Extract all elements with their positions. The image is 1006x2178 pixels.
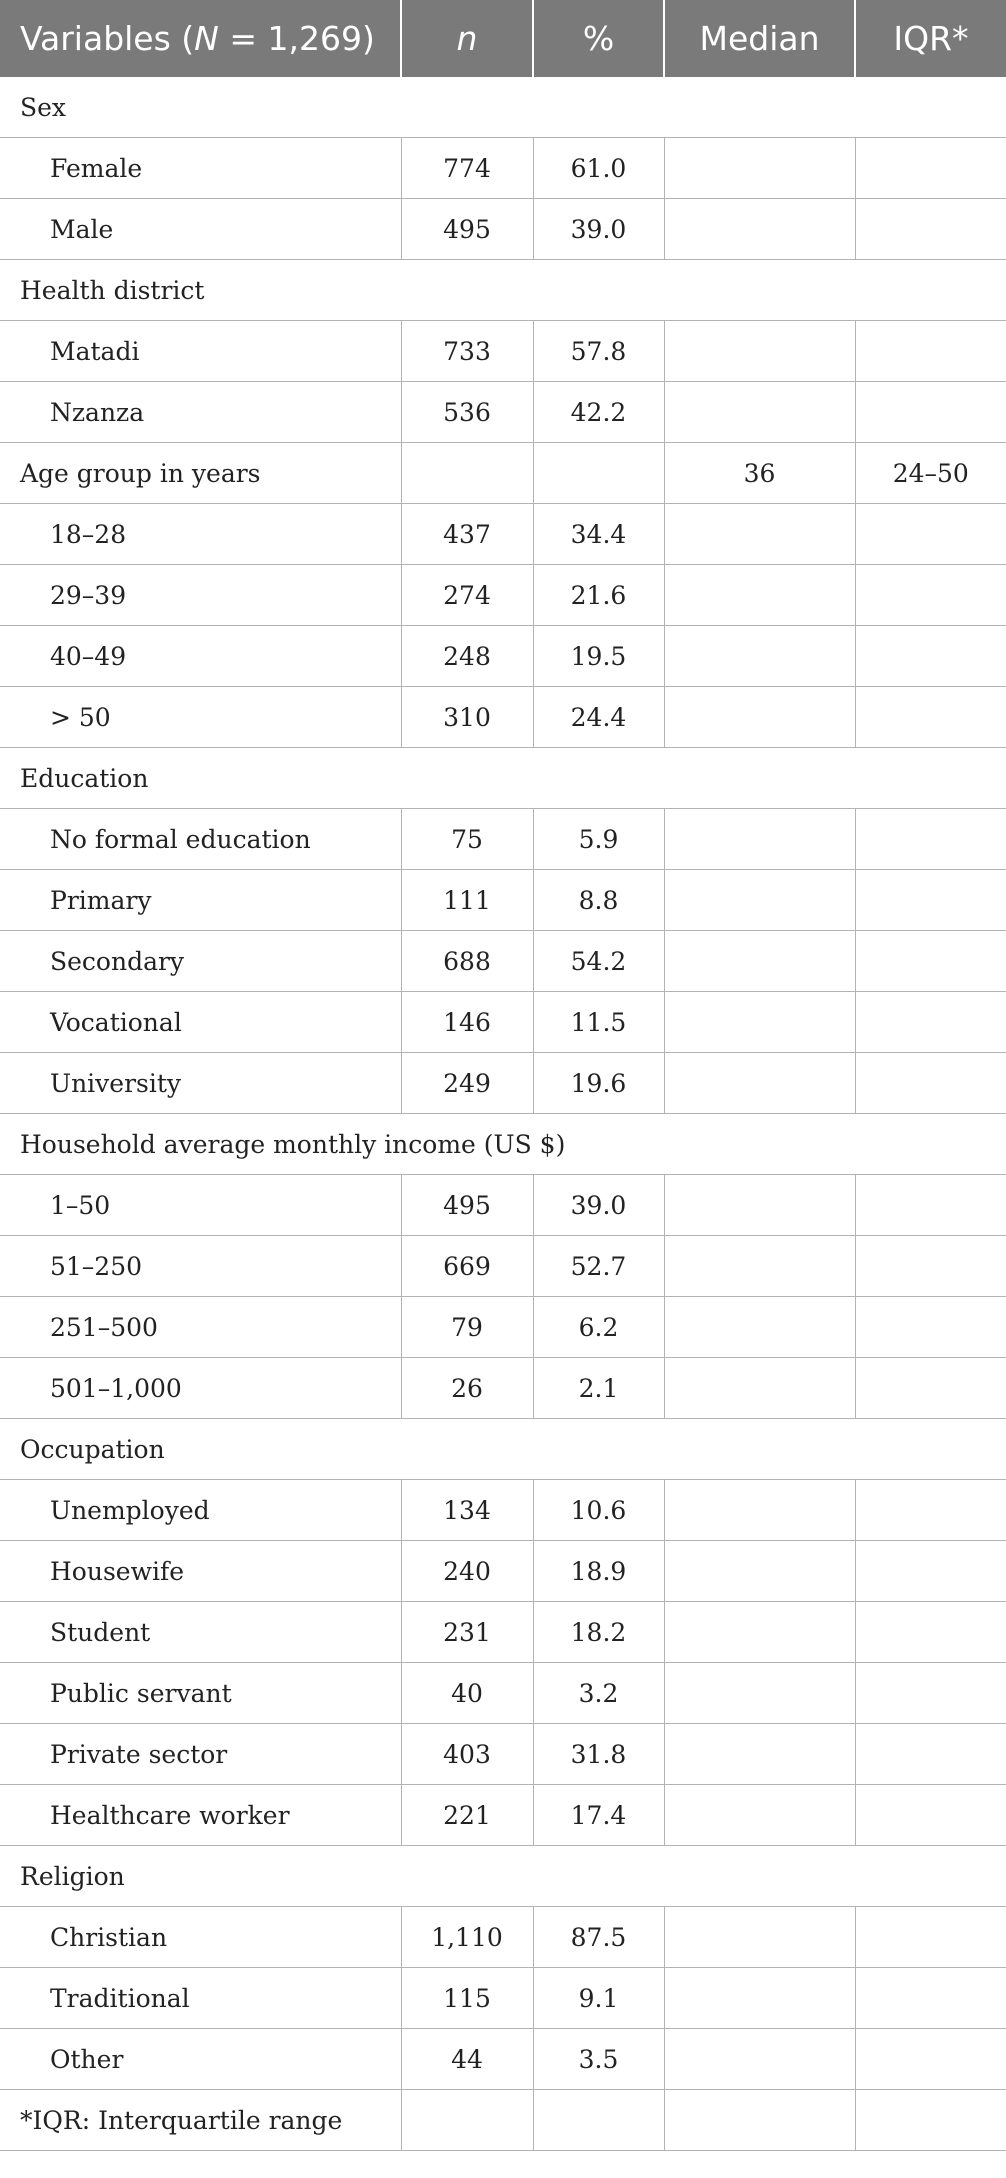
table-row xyxy=(0,504,1006,565)
cell-n: 26 xyxy=(401,1358,533,1419)
cell-iqr xyxy=(855,1053,1006,1114)
cell-iqr xyxy=(855,992,1006,1053)
cell-iqr xyxy=(855,1724,1006,1785)
row-label: 501–1,000 xyxy=(0,1358,401,1419)
table-row xyxy=(0,1785,1006,1846)
cell-pct: 87.5 xyxy=(533,1907,664,1968)
cell-iqr xyxy=(855,1907,1006,1968)
cell-pct: 42.2 xyxy=(533,382,664,443)
cell-pct: 57.8 xyxy=(533,321,664,382)
cell-pct: 61.0 xyxy=(533,138,664,199)
table-row xyxy=(0,1297,1006,1358)
cell-pct: 3.2 xyxy=(533,1663,664,1724)
cell-iqr xyxy=(855,1297,1006,1358)
cell-pct: 3.5 xyxy=(533,2029,664,2090)
table-row xyxy=(0,809,1006,870)
row-label: Secondary xyxy=(0,931,401,992)
cell-n: 134 xyxy=(401,1480,533,1541)
cell-pct: 39.0 xyxy=(533,199,664,260)
cell-iqr xyxy=(855,138,1006,199)
cell-n: 231 xyxy=(401,1602,533,1663)
row-label: University xyxy=(0,1053,401,1114)
table-row xyxy=(0,1907,1006,1968)
cell-pct xyxy=(533,2090,664,2151)
cell-median xyxy=(664,1236,855,1297)
cell-pct: 31.8 xyxy=(533,1724,664,1785)
cell-median xyxy=(664,321,855,382)
category-label: Education xyxy=(0,748,1006,809)
table-row xyxy=(0,687,1006,748)
cell-median xyxy=(664,1541,855,1602)
cell-pct: 11.5 xyxy=(533,992,664,1053)
cell-pct: 21.6 xyxy=(533,565,664,626)
row-label: Student xyxy=(0,1602,401,1663)
category-row xyxy=(0,748,1006,809)
row-label: Healthcare worker xyxy=(0,1785,401,1846)
cell-iqr xyxy=(855,1785,1006,1846)
row-label: Traditional xyxy=(0,1968,401,2029)
table-row xyxy=(0,931,1006,992)
cell-iqr xyxy=(855,382,1006,443)
table-row xyxy=(0,382,1006,443)
cell-iqr xyxy=(855,199,1006,260)
cell-pct: 18.2 xyxy=(533,1602,664,1663)
cell-pct: 34.4 xyxy=(533,504,664,565)
cell-n: 669 xyxy=(401,1236,533,1297)
cell-n: 1,110 xyxy=(401,1907,533,1968)
cell-iqr xyxy=(855,626,1006,687)
row-label: Male xyxy=(0,199,401,260)
cell-iqr xyxy=(855,321,1006,382)
table-row xyxy=(0,992,1006,1053)
category-label: Religion xyxy=(0,1846,1006,1907)
table-row xyxy=(0,1358,1006,1419)
table-row xyxy=(0,1541,1006,1602)
cell-pct: 39.0 xyxy=(533,1175,664,1236)
cell-iqr xyxy=(855,1602,1006,1663)
row-label: Female xyxy=(0,138,401,199)
cell-median xyxy=(664,2029,855,2090)
cell-median xyxy=(664,382,855,443)
row-label: > 50 xyxy=(0,687,401,748)
cell-iqr xyxy=(855,2090,1006,2151)
cell-n: 495 xyxy=(401,199,533,260)
row-label: Other xyxy=(0,2029,401,2090)
category-row xyxy=(0,1114,1006,1175)
cell-median xyxy=(664,1785,855,1846)
cell-iqr xyxy=(855,504,1006,565)
cell-median xyxy=(664,2090,855,2151)
cell-n: 79 xyxy=(401,1297,533,1358)
cell-n: 44 xyxy=(401,2029,533,2090)
cell-n: 733 xyxy=(401,321,533,382)
category-row xyxy=(0,260,1006,321)
table-row xyxy=(0,1724,1006,1785)
row-label: 29–39 xyxy=(0,565,401,626)
cell-median: 36 xyxy=(664,443,855,504)
cell-median xyxy=(664,1907,855,1968)
cell-n xyxy=(401,2090,533,2151)
cell-median xyxy=(664,992,855,1053)
table-row xyxy=(0,1236,1006,1297)
category-row xyxy=(0,1846,1006,1907)
cell-median xyxy=(664,1358,855,1419)
cell-n: 248 xyxy=(401,626,533,687)
header-variables xyxy=(0,0,401,77)
table-body xyxy=(0,77,1006,2151)
category-label: Age group in years xyxy=(0,443,401,504)
cell-n: 403 xyxy=(401,1724,533,1785)
cell-n: 774 xyxy=(401,138,533,199)
table-row xyxy=(0,138,1006,199)
cell-iqr xyxy=(855,1968,1006,2029)
cell-median xyxy=(664,565,855,626)
header-percent: % xyxy=(533,0,664,77)
cell-pct: 52.7 xyxy=(533,1236,664,1297)
cell-n: 495 xyxy=(401,1175,533,1236)
cell-median xyxy=(664,809,855,870)
row-label: 40–49 xyxy=(0,626,401,687)
cell-median xyxy=(664,1724,855,1785)
cell-median xyxy=(664,687,855,748)
cell-median xyxy=(664,626,855,687)
table-row xyxy=(0,1053,1006,1114)
header-total-n-symbol: N xyxy=(194,18,219,58)
table-row xyxy=(0,870,1006,931)
cell-median xyxy=(664,1602,855,1663)
category-row xyxy=(0,1419,1006,1480)
cell-iqr xyxy=(855,1663,1006,1724)
cell-pct: 6.2 xyxy=(533,1297,664,1358)
table-row xyxy=(0,1175,1006,1236)
cell-median xyxy=(664,199,855,260)
cell-n: 437 xyxy=(401,504,533,565)
row-label: 1–50 xyxy=(0,1175,401,1236)
row-label: 251–500 xyxy=(0,1297,401,1358)
cell-pct: 54.2 xyxy=(533,931,664,992)
cell-pct: 10.6 xyxy=(533,1480,664,1541)
cell-n: 111 xyxy=(401,870,533,931)
footnote-text: *IQR: Interquartile range xyxy=(0,2090,401,2151)
cell-median xyxy=(664,1297,855,1358)
row-label: Unemployed xyxy=(0,1480,401,1541)
table-header xyxy=(0,0,1006,77)
cell-median xyxy=(664,1480,855,1541)
cell-pct: 8.8 xyxy=(533,870,664,931)
cell-iqr xyxy=(855,687,1006,748)
table-row xyxy=(0,1663,1006,1724)
cell-n: 274 xyxy=(401,565,533,626)
cell-n: 688 xyxy=(401,931,533,992)
header-iqr: IQR* xyxy=(855,0,1006,77)
cell-median xyxy=(664,504,855,565)
row-label: Nzanza xyxy=(0,382,401,443)
row-label: Private sector xyxy=(0,1724,401,1785)
cell-pct: 19.5 xyxy=(533,626,664,687)
cell-iqr xyxy=(855,1480,1006,1541)
cell-n: 310 xyxy=(401,687,533,748)
cell-iqr xyxy=(855,2029,1006,2090)
cell-pct: 18.9 xyxy=(533,1541,664,1602)
table-row xyxy=(0,199,1006,260)
category-label: Sex xyxy=(0,77,1006,138)
cell-iqr xyxy=(855,931,1006,992)
cell-pct: 24.4 xyxy=(533,687,664,748)
cell-n: 536 xyxy=(401,382,533,443)
cell-n: 115 xyxy=(401,1968,533,2029)
table-row xyxy=(0,626,1006,687)
cell-pct: 19.6 xyxy=(533,1053,664,1114)
cell-iqr: 24–50 xyxy=(855,443,1006,504)
table-row xyxy=(0,2029,1006,2090)
row-label: Public servant xyxy=(0,1663,401,1724)
row-label: Primary xyxy=(0,870,401,931)
row-label: 18–28 xyxy=(0,504,401,565)
category-label: Household average monthly income (US $) xyxy=(0,1114,1006,1175)
category-label: Occupation xyxy=(0,1419,1006,1480)
cell-n: 240 xyxy=(401,1541,533,1602)
cell-n: 221 xyxy=(401,1785,533,1846)
row-label: 51–250 xyxy=(0,1236,401,1297)
table-row xyxy=(0,1968,1006,2029)
cell-n: 40 xyxy=(401,1663,533,1724)
header-n: n xyxy=(401,0,533,77)
row-label: Housewife xyxy=(0,1541,401,1602)
table-row xyxy=(0,1480,1006,1541)
header-variables-label: Variables ( xyxy=(20,18,195,58)
row-label: No formal education xyxy=(0,809,401,870)
header-row xyxy=(0,0,1006,77)
table-row xyxy=(0,1602,1006,1663)
cell-median xyxy=(664,1053,855,1114)
cell-iqr xyxy=(855,1175,1006,1236)
cell-n: 75 xyxy=(401,809,533,870)
cell-iqr xyxy=(855,870,1006,931)
cell-median xyxy=(664,138,855,199)
cell-n xyxy=(401,443,533,504)
category-row xyxy=(0,77,1006,138)
cell-iqr xyxy=(855,809,1006,870)
cell-median xyxy=(664,1663,855,1724)
cell-iqr xyxy=(855,1236,1006,1297)
cell-pct xyxy=(533,443,664,504)
row-label: Vocational xyxy=(0,992,401,1053)
header-median: Median xyxy=(664,0,855,77)
footnote-row xyxy=(0,2090,1006,2151)
cell-median xyxy=(664,1175,855,1236)
cell-median xyxy=(664,1968,855,2029)
row-label: Christian xyxy=(0,1907,401,1968)
cell-iqr xyxy=(855,565,1006,626)
cell-iqr xyxy=(855,1358,1006,1419)
cell-median xyxy=(664,870,855,931)
cell-pct: 9.1 xyxy=(533,1968,664,2029)
cell-pct: 17.4 xyxy=(533,1785,664,1846)
header-total: = 1,269) xyxy=(218,18,375,58)
cell-median xyxy=(664,931,855,992)
table-row xyxy=(0,321,1006,382)
category-row xyxy=(0,443,1006,504)
cell-n: 249 xyxy=(401,1053,533,1114)
row-label: Matadi xyxy=(0,321,401,382)
cell-pct: 5.9 xyxy=(533,809,664,870)
table-row xyxy=(0,565,1006,626)
cell-iqr xyxy=(855,1541,1006,1602)
cell-n: 146 xyxy=(401,992,533,1053)
cell-pct: 2.1 xyxy=(533,1358,664,1419)
category-label: Health district xyxy=(0,260,1006,321)
